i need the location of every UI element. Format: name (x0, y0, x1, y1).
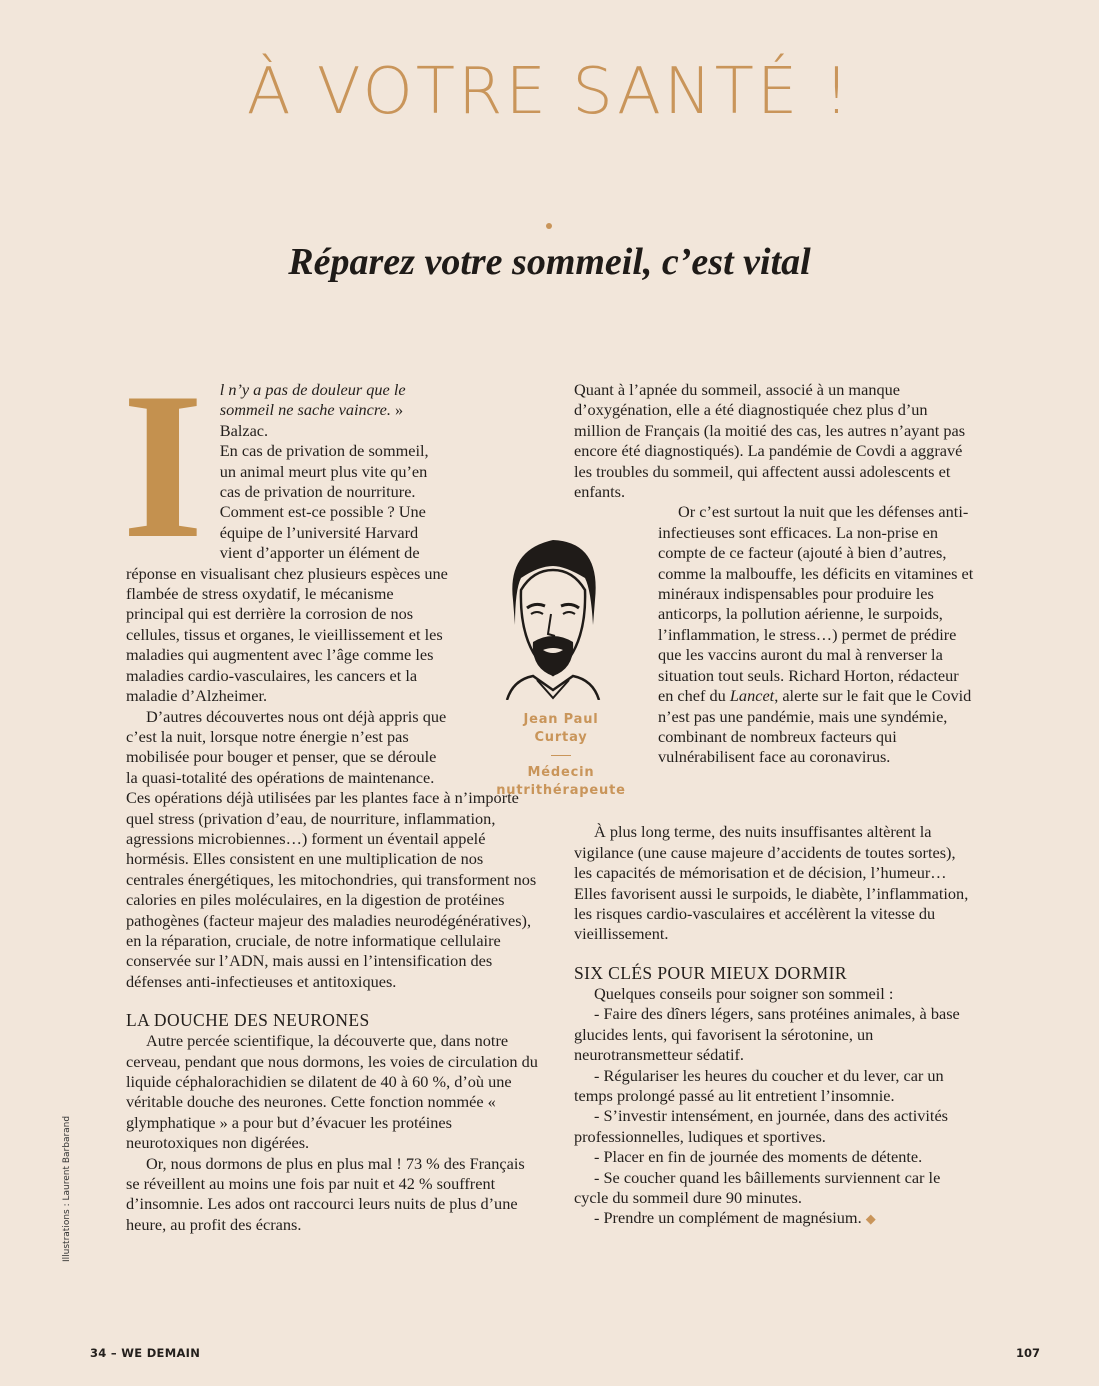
tip-item: - Placer en fin de journée des moments de détente. (594, 1147, 923, 1167)
paragraph-text: Or c’est surtout la nuit que les défenses anti-infectieuses sont efficaces. La non-prise en compte de ce facteur (ajouté à bien d’autres, comme la malbouffe, les déficits en vitamines et minéraux indispensables pour produire les anticorps, la pollution aérienne, le surpoids, l’inflammation, le stress…) permet de prédire que les vaccins auront du mal à renverser la situation tout seuls. Richard Horton, rédacteur en chef du (658, 502, 974, 706)
illustration-credit: Illustrations : Laurent Barbarand (62, 1115, 72, 1262)
tip-item: - Se coucher quand les bâillements surviennent car le cycle du sommeil dure 90 minutes. (574, 1167, 941, 1207)
paragraph: Quant à l’apnée du sommeil, associé à un manque d’oxygénation, elle a été diagnostiquée chez plus d’un million de Français (la moitié des cas, les autres n’ayant pas encore été diagnostiqués). La pandémie de Covdi a aggravé les troubles du sommeil, qui affectent aussi adolescents et enfants. (574, 380, 966, 502)
headline: Réparez votre sommeil, c’est vital (288, 241, 811, 283)
end-mark-icon: ◆ (865, 1211, 876, 1227)
paragraph: D’autres découvertes nous ont déjà appris que c’est la nuit, lorsque notre énergie n’est pas mobilisée pour bouger et penser, que se déroule la quasi-totalité des opérations de maintenance. Ces opérations déjà utilisées par les plantes face à n’importe quel stress (privation d’eau, de nourriture, inflammation, agressions microbiennes…) forment un éventail appelé hormésis. Elles consistent en une multiplication de nos centrales énergétiques, les mitochondries, qui transforment nos calories en piles moléculaires, en la digestion de protéines pathogènes (facteur majeur des maladies neurodégénératives), en la réparation, cruciale, de notre informatique cellulaire conservée sur l’ADN, mais aussi en l’intensification des défenses anti-infectieuses et antitoxiques. (126, 706, 537, 991)
intro-quote-close: » Balzac. (219, 400, 404, 440)
caption-divider (551, 755, 571, 756)
caption-role: Médecin (527, 765, 595, 780)
paragraph: Or, nous dormons de plus en plus mal ! 73 % des Français se réveillent au moins une fois par nuit et 42 % souffrent d’insomnie. Les ados ont raccourci leurs nuits de plus d’une heure, au profit des écrans. (126, 1153, 525, 1234)
paragraph: À plus long terme, des nuits insuffisantes altèrent la vigilance (une cause majeure d’accidents de toutes sortes), les capacités de mémorisation et de décision, l’humeur… Elles favorisent aussi le surpoids, le diabète, l’inflammation, les risques cardio-vasculaires et accélèrent la vitesse du vieillissement. (574, 822, 969, 944)
tip-item-last (574, 1208, 974, 1229)
section-title: À VOTRE SANTÉ ! (246, 55, 853, 129)
page-number: 107 (1016, 1346, 1041, 1360)
tip-item: - Prendre un complément de magnésium. (594, 1208, 862, 1228)
left-column (122, 350, 538, 1235)
publication-name: Lancet (729, 686, 775, 706)
intro-quote: l n’y a pas de douleur que le sommeil ne sache vaincre. (219, 380, 406, 420)
tip-item: - Faire des dîners légers, sans protéines animales, à base glucides lents, qui favorisent la sérotonine, un neurotransmetteur sédatif. (574, 1004, 960, 1065)
paragraph: En cas de privation de sommeil, un animal meurt plus vite qu’en cas de privation de nourriture. Comment est-ce possible ? Une équipe de l’université Harvard vient d’apporter un élément de réponse en visualisant chez plusieurs espèces une flambée de stress oxydatif, le mécanisme principal qui est derrière la corrosion de nos cellules, tissus et organes, le vieillissement et les maladies qui augmentent avec l’âge comme les maladies cardio-vasculaires, les cancers et la maladie d’Alzheimer. (126, 441, 448, 706)
right-column (574, 380, 974, 1230)
tip-item: - Régulariser les heures du coucher et du lever, car un temps prolongé passé au lit entretient l’insomnie. (574, 1065, 944, 1105)
folio-left: 34 – WE DEMAIN (90, 1346, 201, 1360)
dropcap: I (122, 350, 204, 582)
paragraph: Autre percée scientifique, la découverte que, dans notre cerveau, pendant que nous dormons, les voies de circulation du liquide céphalorachidien se dilatent de 40 à 60 %, d’où une véritable douche des neurones. Cette fonction nommée « glymphatique » a pour but d’évacuer les protéines neurotoxiques non digérées. (126, 1031, 538, 1153)
paragraph-text: , alerte sur le fait que le Covid n’est pas une pandémie, mais une syndémie, combinant de nombreux facteurs qui vulnérabilisent face au coronavirus. (658, 686, 972, 767)
caption-role: nutrithérapeute (496, 783, 626, 798)
caption-name: Jean Paul (523, 712, 599, 727)
tips-intro: Quelques conseils pour soigner son sommeil : (594, 983, 894, 1003)
subheading: SIX CLÉS POUR MIEUX DORMIR (574, 962, 847, 983)
separator-dot (546, 223, 552, 229)
caption-name: Curtay (534, 730, 588, 745)
tip-item: - S’investir intensément, en journée, dans des activités professionnelles, ludiques et sportives. (574, 1106, 949, 1146)
subheading: LA DOUCHE DES NEURONES (126, 1010, 370, 1031)
